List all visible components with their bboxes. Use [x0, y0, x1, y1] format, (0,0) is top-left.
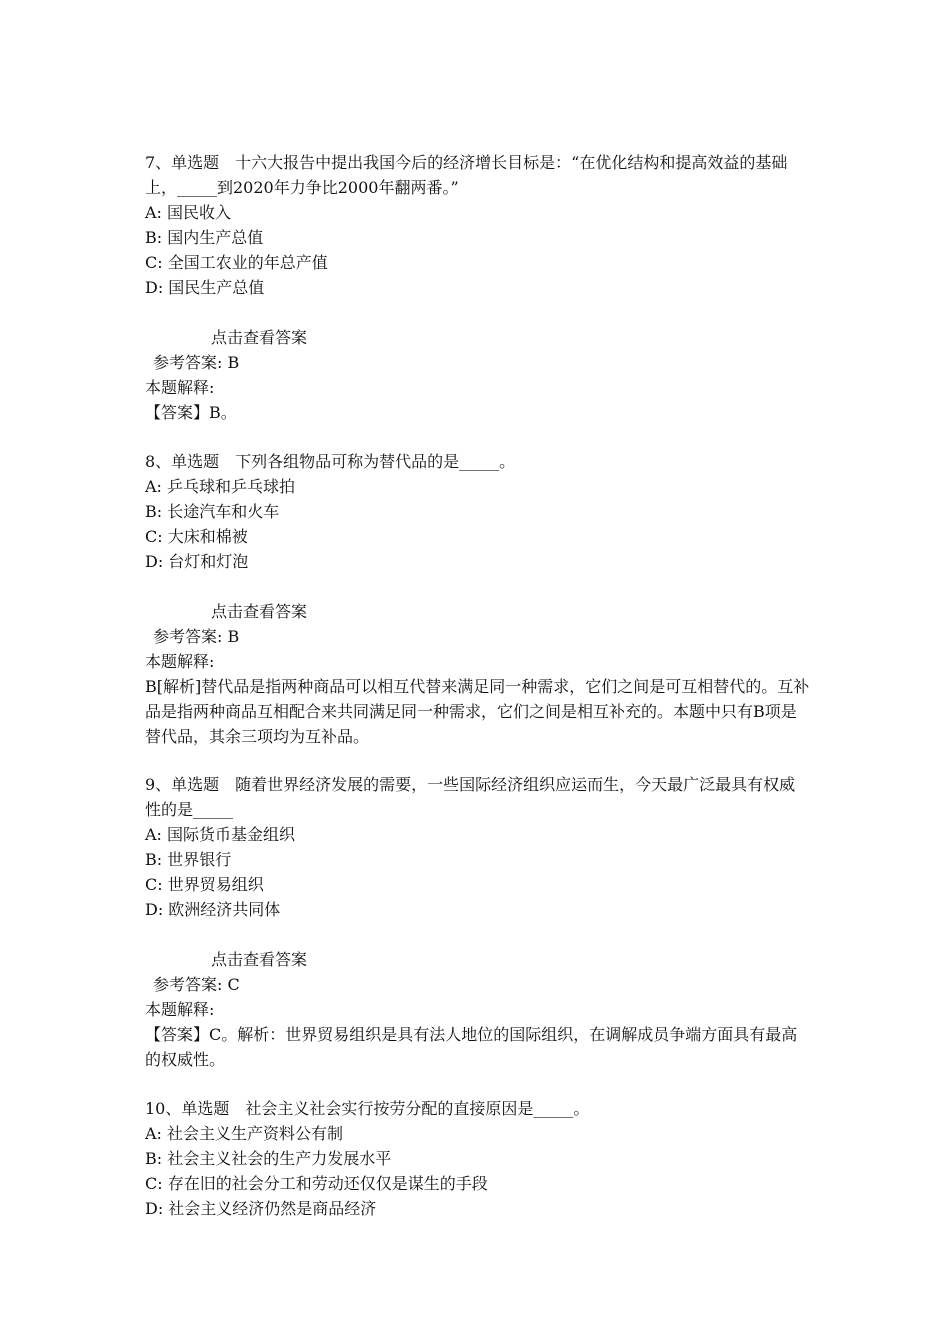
- option-d: D: 社会主义经济仍然是商品经济: [145, 1199, 377, 1218]
- show-answer-link[interactable]: 点击查看答案: [211, 950, 308, 969]
- question-9: [145, 772, 810, 1072]
- option-c: C: 存在旧的社会分工和劳动还仅仅是谋生的手段: [145, 1174, 488, 1193]
- option-d: D: 国民生产总值: [145, 278, 265, 297]
- show-answer-link[interactable]: 点击查看答案: [211, 602, 308, 621]
- explanation-label: 本题解释:: [145, 652, 215, 671]
- question-stem: 7、单选题 十六大报告中提出我国今后的经济增长目标是：“在优化结构和提高效益的基础上，_____到2020年力争比2000年翻两番。”: [145, 153, 788, 197]
- question-10: [145, 1096, 810, 1221]
- option-b: B: 世界银行: [145, 850, 232, 869]
- reference-answer: 参考答案: B: [153, 353, 240, 372]
- question-stem: 10、单选题 社会主义社会实行按劳分配的直接原因是_____。: [145, 1099, 590, 1118]
- spacer: [145, 574, 810, 599]
- spacer: [145, 922, 810, 947]
- option-b: B: 国内生产总值: [145, 228, 264, 247]
- option-d: D: 台灯和灯泡: [145, 552, 249, 571]
- explanation-label: 本题解释:: [145, 378, 215, 397]
- option-a: A: 国民收入: [145, 203, 232, 222]
- question-8: [145, 449, 810, 749]
- explanation-label: 本题解释:: [145, 1000, 215, 1019]
- spacer: [145, 300, 810, 325]
- reference-answer: 参考答案: C: [153, 975, 240, 994]
- option-a: A: 社会主义生产资料公有制: [145, 1124, 344, 1143]
- option-c: C: 大床和棉被: [145, 527, 248, 546]
- reference-answer: 参考答案: B: [153, 627, 240, 646]
- show-answer-link[interactable]: 点击查看答案: [211, 328, 308, 347]
- option-b: B: 社会主义社会的生产力发展水平: [145, 1149, 392, 1168]
- question-7: [145, 150, 810, 425]
- explanation-text: 【答案】B。: [145, 403, 237, 422]
- explanation-text: B[解析]替代品是指两种商品可以相互代替来满足同一种需求，它们之间是可互相替代的。互补品是指两种商品互相配合来共同满足同一种需求，它们之间是相互补充的。本题中只有B项是替代品，其余三项均为互补品。: [145, 677, 810, 746]
- option-a: A: 乒乓球和乒乓球拍: [145, 477, 296, 496]
- explanation-text: 【答案】C。解析：世界贸易组织是具有法人地位的国际组织，在调解成员争端方面具有最高的权威性。: [145, 1025, 798, 1069]
- option-a: A: 国际货币基金组织: [145, 825, 296, 844]
- question-stem: 9、单选题 随着世界经济发展的需要，一些国际经济组织应运而生，今天最广泛最具有权威性的是_____: [145, 775, 796, 819]
- option-b: B: 长途汽车和火车: [145, 502, 280, 521]
- option-d: D: 欧洲经济共同体: [145, 900, 281, 919]
- option-c: C: 全国工农业的年总产值: [145, 253, 328, 272]
- option-c: C: 世界贸易组织: [145, 875, 264, 894]
- question-stem: 8、单选题 下列各组物品可称为替代品的是_____。: [145, 452, 516, 471]
